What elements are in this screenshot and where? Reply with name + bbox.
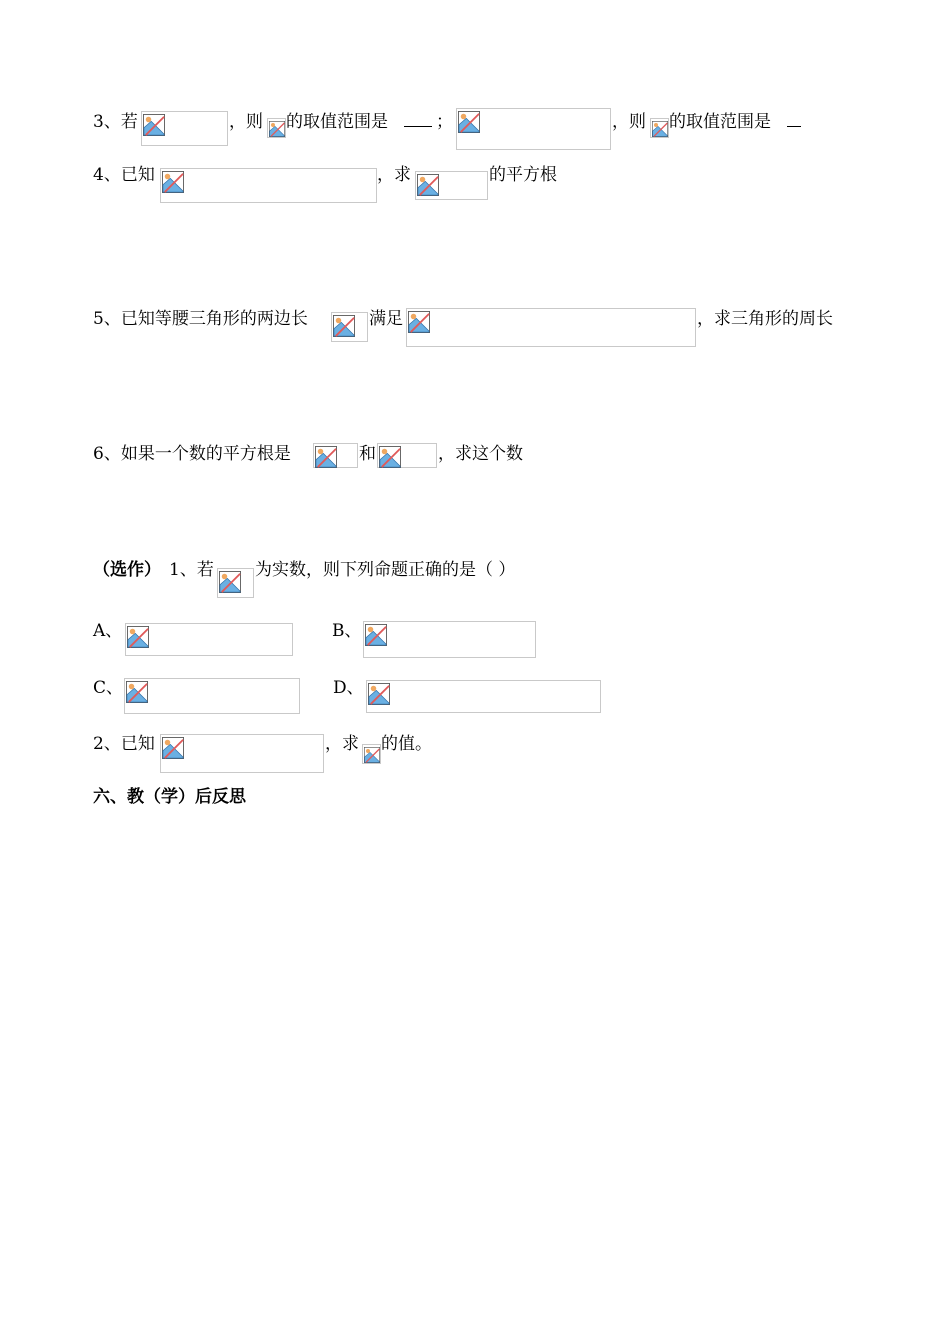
broken-image-icon	[162, 737, 184, 759]
formula-image	[217, 568, 254, 598]
opt1-text-b: 为实数，则下列命题正确的是（ ）	[255, 560, 516, 580]
answer-blank	[404, 112, 432, 132]
choice-a-formula-image	[125, 623, 293, 656]
formula-image	[650, 118, 669, 138]
choice-b-label: B、	[332, 621, 362, 641]
q3-text-f: 的取值范围是	[669, 112, 771, 132]
broken-image-icon	[219, 571, 241, 593]
formula-image	[377, 443, 437, 468]
choice-a-label: A、	[93, 621, 123, 641]
broken-image-icon	[364, 747, 380, 763]
broken-image-icon	[458, 111, 480, 133]
formula-image	[160, 168, 377, 203]
broken-image-icon	[368, 683, 390, 705]
formula-image	[267, 118, 286, 138]
q4-text-c: 的平方根	[489, 165, 557, 185]
q6-text-b: 和	[359, 444, 376, 464]
formula-image	[160, 734, 324, 773]
formula-image	[415, 171, 488, 200]
formula-image	[313, 443, 358, 468]
broken-image-icon	[269, 121, 285, 137]
answer-blank	[787, 112, 801, 132]
q3-text-b: ，则	[229, 112, 263, 132]
q4-text-a: 4、已知	[93, 165, 155, 185]
opt2-text-a: 2、已知	[93, 734, 155, 754]
q6-text-a: 6、如果一个数的平方根是	[93, 444, 291, 464]
broken-image-icon	[162, 171, 184, 193]
broken-image-icon	[143, 114, 165, 136]
q5-text-b: 满足	[369, 309, 403, 329]
broken-image-icon	[333, 315, 355, 337]
choice-b-formula-image	[363, 621, 536, 658]
broken-image-icon	[652, 121, 668, 137]
opt2-text-b: ，求	[325, 734, 359, 754]
choice-d-label: D、	[333, 678, 364, 698]
broken-image-icon	[408, 311, 430, 333]
broken-image-icon	[126, 681, 148, 703]
formula-image	[406, 308, 696, 347]
q6-text-c: ，求这个数	[438, 444, 523, 464]
broken-image-icon	[365, 624, 387, 646]
opt1-text-a: 1、若	[169, 560, 214, 580]
formula-image	[456, 108, 611, 150]
choice-c-formula-image	[124, 678, 300, 714]
q4-text-b: ，求	[377, 165, 411, 185]
formula-image	[141, 111, 228, 146]
choice-d-formula-image	[366, 680, 601, 713]
opt2-text-c: 的值。	[381, 734, 432, 754]
q3-text-d: ；	[436, 112, 453, 132]
q3-text-c: 的取值范围是	[286, 112, 388, 132]
optional-heading: （选作）	[93, 560, 161, 580]
broken-image-icon	[127, 626, 149, 648]
q3-text-e: ，则	[612, 112, 646, 132]
choice-c-label: C、	[93, 678, 124, 698]
broken-image-icon	[379, 446, 401, 468]
broken-image-icon	[315, 446, 337, 468]
q5-text-a: 5、已知等腰三角形的两边长	[93, 309, 308, 329]
formula-image	[331, 312, 368, 342]
q3-text-a: 3、若	[93, 112, 138, 132]
section-heading: 六、教（学）后反思	[93, 787, 246, 807]
formula-image	[362, 744, 381, 764]
q5-text-c: ，求三角形的周长	[697, 309, 833, 329]
broken-image-icon	[417, 174, 439, 196]
